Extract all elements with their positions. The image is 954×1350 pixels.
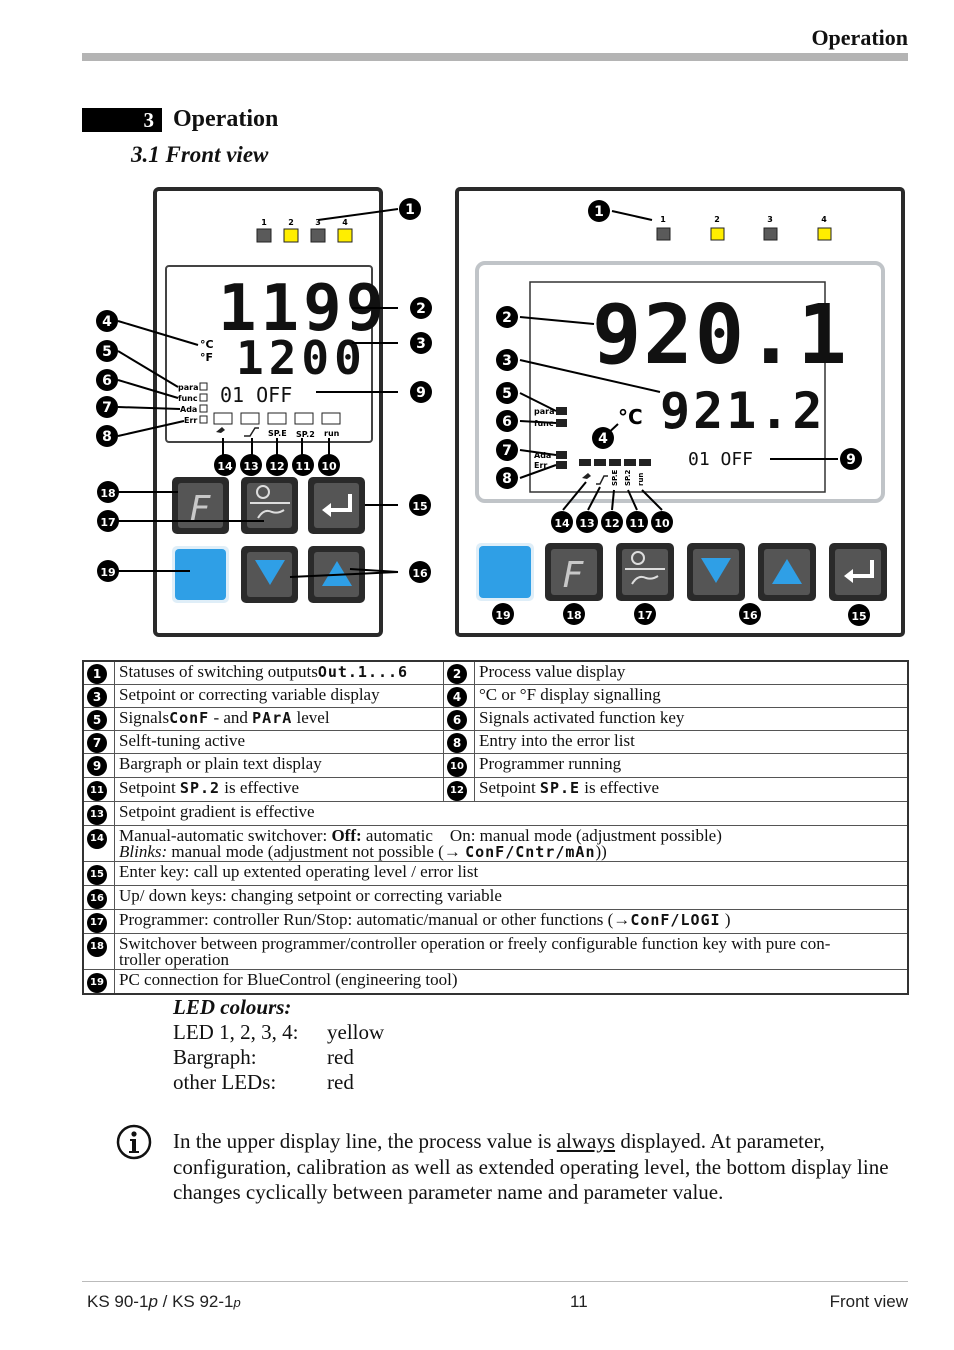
table-row: 1 Statuses of switching outputsOut.1...6 2 Process value display [83,661,908,685]
process-value: 1199 [218,272,389,346]
callout-15 [409,494,431,516]
callout-18 [563,603,585,625]
svg-text:3: 3 [502,353,512,369]
svg-text:12: 12 [269,460,285,473]
table-row: 9 Bargraph or plain text display 10 Programmer running [83,754,908,778]
svg-text:6: 6 [502,414,512,430]
led-number: 1 [261,218,267,227]
indicator-ada: Ada [180,405,198,414]
callout-7 [496,439,518,461]
svg-text:18: 18 [100,487,116,500]
svg-text:15: 15 [851,610,867,623]
table-row: 5 SignalsConF - and PArA level 6 Signals activated function key [83,708,908,731]
callout-1 [399,198,421,220]
key-run-stop-right[interactable] [616,543,674,601]
footer-section: Front view [829,1292,908,1311]
svg-text:5: 5 [102,344,112,360]
callout-17 [97,510,119,532]
led-number: 2 [288,218,294,227]
key-f-right[interactable] [545,543,603,601]
svg-text:11: 11 [629,517,645,530]
table-row: 18 Switchover between programmer/controller operation or freely configurable function key with pure con- troller operation [83,934,908,970]
led-number: 3 [315,218,321,227]
key-up-right[interactable] [758,543,816,601]
indicator-err: Err [534,461,548,470]
callout-8 [496,467,518,489]
key-enter-right[interactable] [829,543,887,601]
footer-model: KS 90-1p / KS 92-1p [87,1292,241,1311]
led-1 [657,228,670,240]
key-enter-left[interactable] [308,477,365,534]
led-1 [257,229,271,242]
callout-14 [214,454,236,476]
page-number: 11 [570,1292,588,1311]
led-colour-value: red [327,1070,354,1094]
table-row: 16 Up/ down keys: changing setpoint or correcting variable [83,886,908,910]
led-colour-label: Bargraph: [173,1045,257,1069]
callout-18 [97,481,119,503]
key-f-left[interactable] [172,477,229,534]
text-line: 01 OFF [688,449,754,470]
callout-4 [96,310,118,332]
unit-f: °F [200,351,214,364]
callout-16 [739,603,761,625]
led-colour-label: other LEDs: [173,1070,277,1094]
led-colour-value: red [327,1045,354,1069]
indicator-func: func [534,419,554,428]
led-colours-heading: LED colours: [173,995,292,1019]
led-3 [764,228,777,240]
info-icon [116,1124,152,1160]
table-row: 7 Selft-tuning active 8 Entry into the error list [83,731,908,754]
svg-text:17: 17 [637,609,653,622]
bar-label-run: run [324,429,340,438]
device-ks90 [118,189,398,635]
callout-1 [588,200,610,222]
svg-text:16: 16 [742,609,758,622]
led-3 [311,229,325,242]
callout-14 [551,511,573,533]
subsection-title: 3.1 Front view [131,142,269,167]
callout-15 [848,604,870,626]
svg-text:14: 14 [217,460,233,473]
callout-11 [626,511,648,533]
key-down-right[interactable] [687,543,745,601]
indicator-para: para [178,383,199,392]
callout-9 [410,381,432,403]
svg-text:13: 13 [243,460,259,473]
callout-10 [651,511,673,533]
led-4 [338,229,352,242]
callout-12 [601,511,623,533]
svg-text:17: 17 [100,516,116,529]
callout-16 [409,561,431,583]
callout-11 [292,454,314,476]
led-4 [818,228,831,240]
led-2 [284,229,298,242]
svg-text:16: 16 [412,567,428,580]
callout-3 [410,332,432,354]
section-title: Operation [173,106,279,132]
callout-3 [496,349,518,371]
indicator-err: Err [184,416,198,425]
callout-13 [576,511,598,533]
callout-12 [266,454,288,476]
svg-text:1: 1 [594,204,604,220]
callout-19 [97,560,119,582]
svg-text:19: 19 [100,566,116,579]
svg-text:12: 12 [604,517,620,530]
table-row: 14 Manual-automatic switchover: Off: automatic On: manual mode (adjustment possible) Blinks: manual mode (adjustment not possible (→ ConF/Cntr/mAn)) [83,826,908,862]
svg-text:F: F [189,489,211,530]
callout-19 [492,603,514,625]
bar-label-run: run [637,472,645,486]
led-number: 4 [342,218,348,227]
header-title: Operation [811,25,908,50]
svg-text:9: 9 [416,385,426,401]
led-number: 2 [714,215,720,224]
svg-text:19: 19 [495,609,511,622]
svg-text:1: 1 [405,202,415,218]
svg-text:11: 11 [295,460,311,473]
svg-text:3: 3 [416,336,426,352]
pc-connection-right[interactable] [476,543,534,601]
callout-8 [96,425,118,447]
note-text: In the upper display line, the process value is always displayed. At parameter, configuration, calibration as well as extended operating level, the bottom display line changes cyclically between parameter name and parameter value. [173,1129,889,1204]
callout-6 [96,369,118,391]
table-row: 15 Enter key: call up extented operating level / error list [83,862,908,886]
table-row: 3 Setpoint or correcting variable display 4 °C or °F display signalling [83,685,908,708]
process-value: 920.1 [592,288,849,383]
table-row: 17 Programmer: controller Run/Stop: automatic/manual or other functions (→ConF/LOGI ) [83,910,908,934]
setpoint-value: 1200 [236,331,367,385]
callout-2 [410,297,432,319]
svg-text:2: 2 [416,301,426,317]
svg-text:15: 15 [412,500,428,513]
table-row: 19 PC connection for BlueControl (engineering tool) [83,970,908,995]
bar-label-spe: SP.E [611,469,619,486]
svg-text:4: 4 [598,431,608,447]
svg-text:10: 10 [654,517,670,530]
callout-13 [240,454,262,476]
callout-6 [496,410,518,432]
callout-7 [96,396,118,418]
svg-text:10: 10 [321,460,337,473]
unit-c: °C [618,405,643,429]
table-row: 11 Setpoint SP.2 is effective 12 Setpoint SP.E is effective [83,778,908,802]
callout-4 [592,427,614,449]
svg-text:8: 8 [102,429,112,445]
svg-text:9: 9 [846,452,856,468]
text-line: 01 OFF [220,383,293,407]
led-number: 4 [821,215,827,224]
legend-table [82,660,909,995]
key-run-stop-left[interactable] [241,477,298,534]
key-down-left[interactable] [241,546,298,603]
bar-label-sp2: SP.2 [296,430,315,439]
front-view-figure [0,0,954,650]
device-ks92 [457,189,903,635]
svg-text:7: 7 [102,400,112,416]
svg-text:14: 14 [554,517,570,530]
svg-text:5: 5 [502,386,512,402]
svg-text:8: 8 [502,471,512,487]
led-number: 3 [767,215,773,224]
led-colour-label: LED 1, 2, 3, 4: [173,1020,299,1044]
bar-label-sp2: SP.2 [624,469,632,486]
callout-17 [634,603,656,625]
callout-5 [496,382,518,404]
section-number: 3 [82,108,162,132]
svg-text:2: 2 [502,310,512,326]
indicator-ada: Ada [534,451,552,460]
svg-text:13: 13 [579,517,595,530]
indicator-func: func [178,394,198,403]
led-2 [711,228,724,240]
svg-text:6: 6 [102,373,112,389]
svg-text:4: 4 [102,314,112,330]
callout-10 [318,454,340,476]
setpoint-value: 921.2 [660,382,826,440]
led-colour-value: yellow [327,1020,385,1044]
footer-rule [82,1281,908,1282]
indicator-para: para [534,407,555,416]
bar-label-spe: SP.E [268,429,287,438]
callout-2 [496,306,518,328]
svg-text:F: F [562,555,584,596]
led-number: 1 [660,215,666,224]
pc-connection-left[interactable] [172,546,229,603]
svg-text:7: 7 [502,443,512,459]
svg-text:18: 18 [566,609,582,622]
unit-c: °C [200,338,214,351]
callout-9 [840,448,862,470]
table-row: 13 Setpoint gradient is effective [83,802,908,826]
callout-5 [96,340,118,362]
